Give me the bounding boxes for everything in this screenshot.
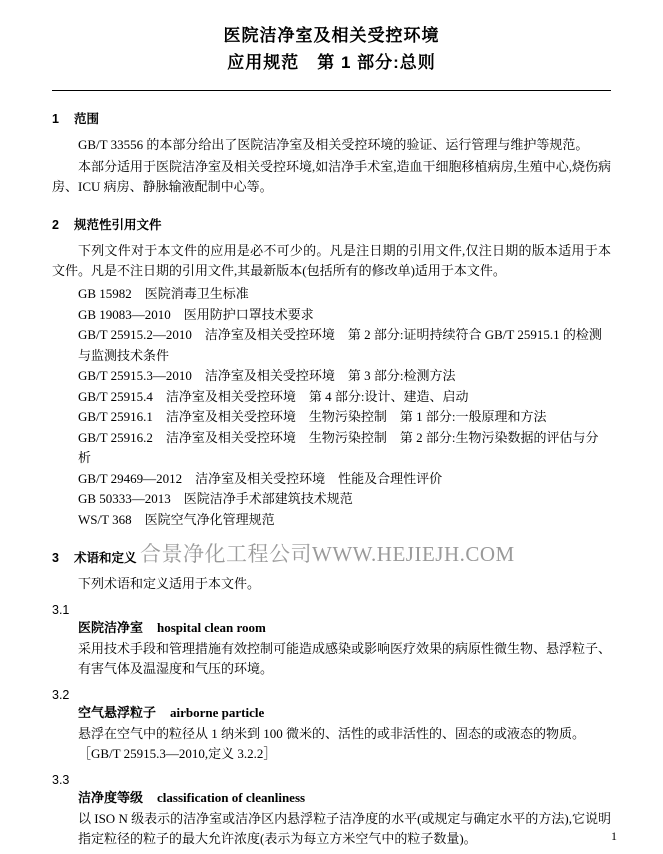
section-number-1: 1 [52, 112, 59, 126]
term-definition: 以 ISO N 级表示的洁净室或洁净区内悬浮粒子洁净度的水平(或规定与确定水平的方法),它说明指定粒径的粒子的最大允许浓度(表示为每立方米空气中的粒子数量)。 [78, 811, 611, 846]
reference-item: GB/T 25915.4 洁净室及相关受控环境 第 4 部分:设计、建造、启动 [78, 388, 469, 404]
section-number-2: 2 [52, 218, 59, 232]
section-heading-3 [52, 548, 611, 566]
title-line-1: 医院洁净室及相关受控环境 [223, 26, 440, 45]
watermark-text: 合景净化工程公司WWW.HEJIEJH.COM [140, 542, 515, 566]
term-name-cn: 医院洁净室 [78, 620, 144, 635]
term-number: 3.2 [52, 688, 70, 702]
reference-item: GB 19083—2010 医用防护口罩技术要求 [78, 306, 314, 322]
term-heading [52, 618, 611, 638]
section-title-2: 规范性引用文件 [74, 218, 162, 232]
term-heading [52, 703, 611, 723]
section-3-paragraph-1: 下列术语和定义适用于本文件。 [78, 576, 261, 591]
section-title-3: 术语和定义 [74, 551, 137, 565]
term-source: ［GB/T 25915.3—2010,定义 3.2.2］ [78, 746, 277, 761]
document-title [52, 22, 611, 76]
term-number: 3.1 [52, 603, 70, 617]
term-heading [52, 788, 611, 808]
reference-item: GB/T 25916.1 洁净室及相关受控环境 生物污染控制 第 1 部分:一般原理和方法 [78, 409, 547, 424]
section-2-paragraph-1: 下列文件对于本文件的应用是必不可少的。凡是注日期的引用文件,仅注日期的版本适用于本文件。凡是不注日期的引用文件,其最新版本(包括所有的修改单)适用于本文件。 [52, 243, 611, 278]
reference-item: GB 15982 医院消毒卫生标准 [78, 286, 249, 301]
reference-item: GB 50333—2013 医院洁净手术部建筑技术规范 [78, 491, 353, 506]
title-divider [52, 90, 611, 91]
normative-reference-list [52, 284, 611, 530]
term-number: 3.3 [52, 773, 70, 787]
term-name-en: classification of cleanliness [157, 790, 306, 805]
section-1-paragraph-2: 本部分适用于医院洁净室及相关受控环境,如洁净手术室,造血干细胞移植病房,生殖中心,烧伤病房、ICU 病房、静脉输液配制中心等。 [52, 159, 612, 194]
reference-item: GB/T 25915.2—2010 洁净室及相关受控环境 第 2 部分:证明持续符合 GB/T 25915.1 的检测与监测技术条件 [78, 327, 602, 363]
section-title-1: 范围 [74, 112, 100, 126]
term-name-cn: 洁净度等级 [78, 790, 144, 805]
reference-item: GB/T 25915.3—2010 洁净室及相关受控环境 第 3 部分:检测方法 [78, 368, 456, 383]
section-number-3: 3 [52, 551, 59, 565]
reference-item: GB/T 25916.2 洁净室及相关受控环境 生物污染控制 第 2 部分:生物污染数据的评估与分析 [78, 429, 599, 465]
reference-item: GB/T 29469—2012 洁净室及相关受控环境 性能及合理性评价 [78, 470, 443, 486]
page-number: 1 [611, 829, 617, 843]
term-name-cn: 空气悬浮粒子 [78, 705, 157, 720]
term-definition: 悬浮在空气中的粒径从 1 纳米到 100 微米的、活性的或非活性的、固态的或液态的物质。 [78, 726, 586, 741]
term-name-en: hospital clean room [157, 620, 266, 635]
term-name-en: airborne particle [170, 705, 265, 720]
reference-item: WS/T 368 医院空气净化管理规范 [78, 511, 275, 527]
section-heading-1 [52, 109, 611, 127]
section-heading-2 [52, 215, 611, 233]
term-definition: 采用技术手段和管理措施有效控制可能造成感染或影响医疗效果的病原性微生物、悬浮粒子、有害气体及温湿度和气压的环境。 [78, 641, 612, 676]
section-1-paragraph-1: GB/T 33556 的本部分给出了医院洁净室及相关受控环境的验证、运行管理与维护等规范。 [78, 137, 589, 152]
title-line-2: 应用规范 第 1 部分:总则 [227, 53, 436, 72]
